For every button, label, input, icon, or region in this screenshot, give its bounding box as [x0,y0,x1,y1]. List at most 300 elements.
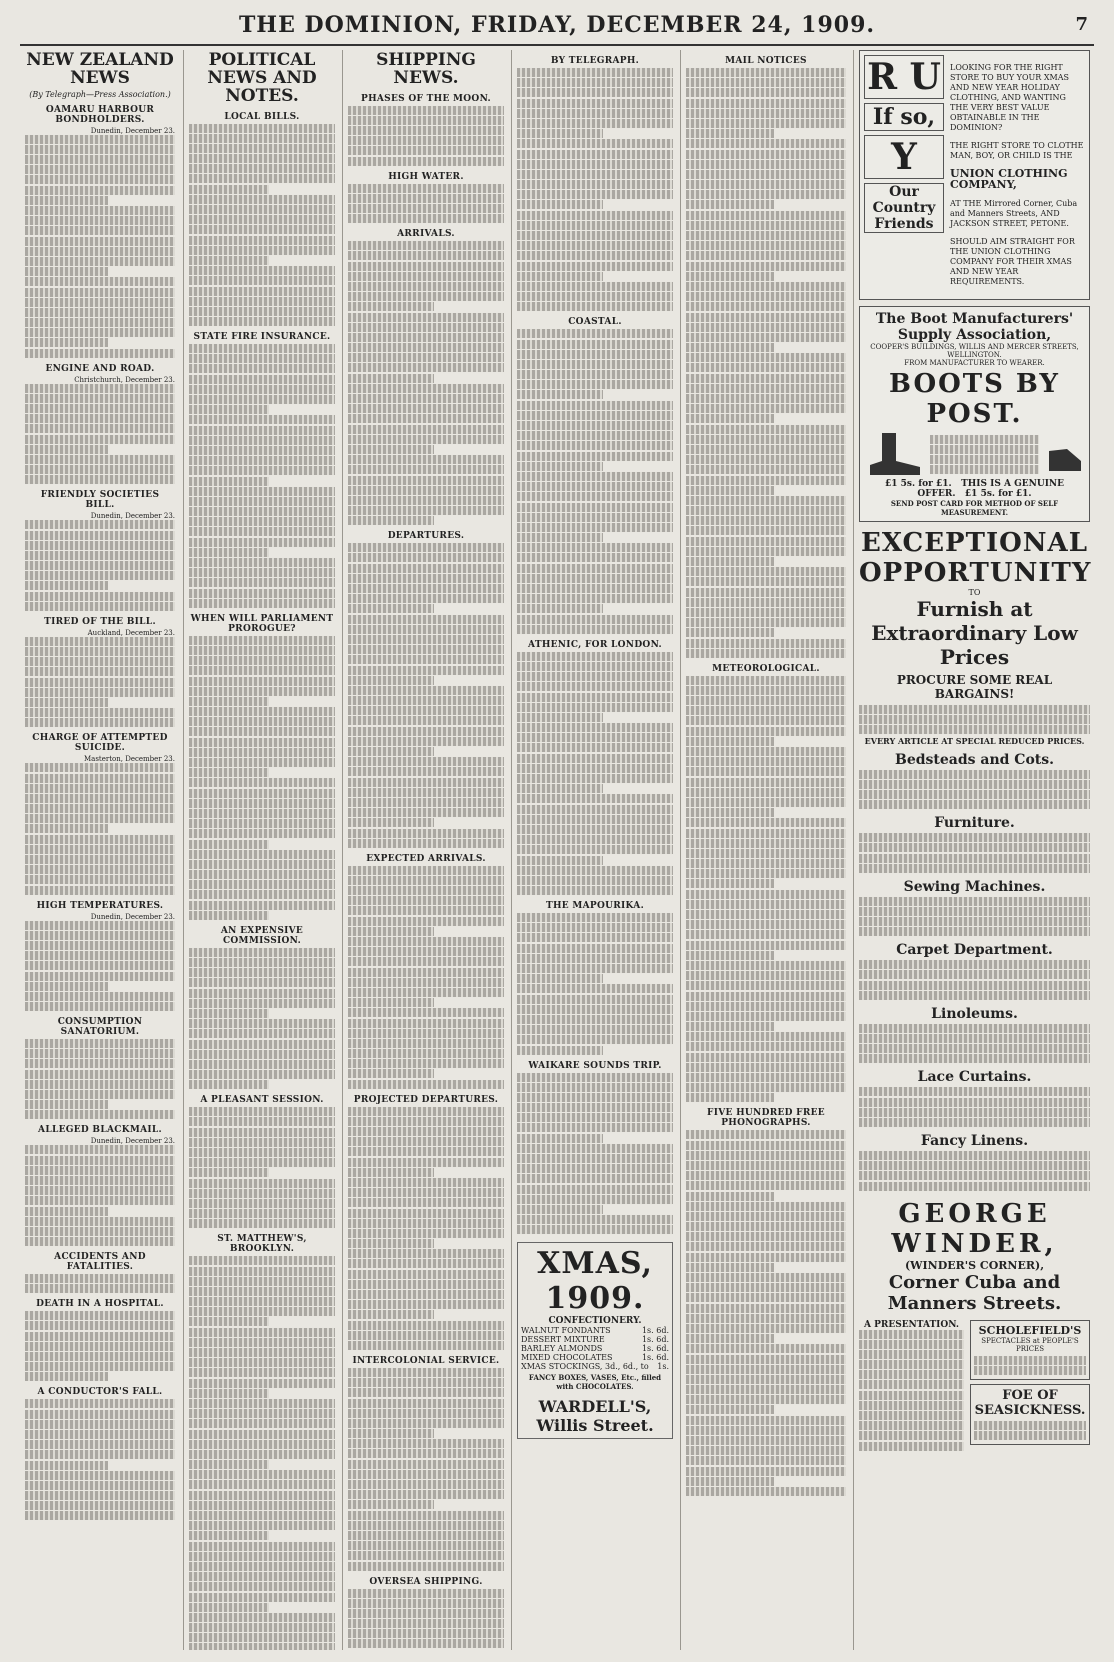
text-line [686,119,846,128]
text-line [517,160,673,169]
text-line [348,516,434,525]
text-line [25,318,175,327]
text-line [348,1259,504,1268]
shoe-icon [1045,431,1085,479]
text-line [25,814,175,823]
text-line [517,78,673,87]
text-line [25,1196,175,1205]
text-line [517,272,603,281]
price-row [521,1344,669,1353]
text-line [348,1331,504,1340]
text-line [25,135,175,144]
text-line [517,625,673,634]
text-line [348,353,504,362]
text-line [348,998,434,1007]
text-line [348,1229,504,1238]
text-line [348,1219,504,1228]
text-line [25,982,108,991]
text-line [686,971,846,980]
text-line [25,855,175,864]
text-line [189,1287,335,1296]
text-line [25,931,175,940]
text-line [25,349,175,358]
text-line [348,747,434,756]
column-nz-news [20,50,180,1650]
text-line [686,588,846,597]
text-line [25,1070,175,1079]
article-headline: ARRIVALS. [397,229,455,240]
text-line [348,1178,504,1187]
text-line [189,768,269,777]
text-line [859,1171,1090,1180]
text-line [686,1042,846,1051]
price-item: DESSERT MIXTURE [521,1335,605,1345]
text-line [189,1179,335,1188]
union-clothing-advert [859,50,1090,300]
text-line [686,1375,846,1384]
text-line [189,415,335,424]
text-line [25,824,108,833]
text-line [348,476,504,485]
text-line [517,693,673,702]
article-headline: DEPARTURES. [387,531,465,542]
text-line [517,370,673,379]
text-line [686,798,846,807]
text-line [348,666,504,675]
text-line [859,1108,1090,1117]
exc-section-heading: Carpet Department. [896,942,1053,959]
text-line [25,1237,175,1246]
boots-from: FROM MANUFACTURER TO WEARER. [904,359,1045,367]
text-line [25,1471,175,1480]
text-line [189,446,335,455]
text-line [686,384,846,393]
store-name: UNION CLOTHING COMPANY, [950,167,1068,191]
text-line [348,676,434,685]
article-headline: ATHENIC, FOR LONDON. [528,639,662,650]
text-line [686,788,846,797]
text-line [686,1242,846,1251]
text-line [859,927,1090,936]
text-line [686,1385,846,1394]
text-line [348,1158,504,1167]
text-line [859,1087,1090,1096]
text-line [189,1117,335,1126]
text-line [859,960,1090,969]
text-line [189,1040,335,1049]
text-line [517,472,673,481]
text-line [348,146,504,155]
text-line [189,860,335,869]
text-line [348,757,504,766]
article-dateline: Masterton, December 23. [83,755,175,764]
text-line [686,343,774,352]
text-line [189,1348,335,1357]
text-line [348,486,504,495]
text-line [517,292,673,301]
text-line [189,799,335,808]
presentation-heading: A PRESENTATION. [863,1319,960,1330]
text-line [686,200,774,209]
text-line [859,1118,1090,1127]
text-line [517,1083,673,1092]
text-line [25,1342,175,1351]
text-line [25,1284,175,1293]
text-line [25,257,175,266]
text-line [348,1209,504,1218]
text-line [189,266,335,275]
article-headline: CHARGE OF ATTEMPTED SUICIDE. [32,733,168,754]
text-line [25,688,175,697]
text-line [686,1365,846,1374]
article-dateline: Auckland, December 23. [87,628,175,637]
text-line [348,282,504,291]
text-line [686,818,846,827]
text-line [517,68,673,77]
text-line [25,1420,175,1429]
text-line [517,492,673,501]
text-line [348,214,504,223]
text-line [686,1093,774,1102]
text-line [517,1093,673,1102]
text-line [859,1034,1090,1043]
article-headline: HIGH WATER. [388,171,464,182]
text-line [686,190,846,199]
column-adverts [853,50,1095,1650]
text-line [686,1002,846,1011]
text-line [517,743,673,752]
text-line [25,1491,175,1500]
text-line [189,1572,335,1581]
text-line [189,276,335,285]
price-row [521,1335,669,1344]
text-line [686,1487,846,1496]
winder-sub: (WINDER'S CORNER), [904,1258,1045,1272]
text-line [517,462,603,471]
article-dateline: Dunedin, December 23. [90,1137,175,1146]
text-line [25,541,175,550]
text-line [348,937,504,946]
text-line [189,185,269,194]
text-line [517,886,673,895]
text-line [517,431,673,440]
text-line [686,78,846,87]
text-line [348,1039,504,1048]
text-line [686,879,774,888]
text-line [859,770,1090,779]
text-line [517,533,603,542]
store-location: AT THE Mirrored Corner, Cuba and Manners Streets, AND JACKSON STREET, PETONE. [950,199,1078,228]
text-line [25,992,175,1001]
article-dateline: Dunedin, December 23. [90,912,175,921]
text-line [348,778,504,787]
text-line [189,375,335,384]
text-line [686,1151,846,1160]
text-line [686,1273,846,1282]
text-line [189,1128,335,1137]
text-line [686,618,846,627]
text-line [348,594,504,603]
text-line [517,774,673,783]
article-headline: A CONDUCTOR'S FALL. [37,1387,163,1398]
text-line [686,1324,846,1333]
text-line [517,543,673,552]
text-line [348,798,504,807]
article-list [189,112,335,1650]
text-line [686,333,846,342]
text-line [686,1063,846,1072]
text-line [25,404,175,413]
text-line [189,901,335,910]
text-line [189,1256,335,1265]
text-line [517,421,673,430]
text-line [348,506,504,515]
winder-advert [859,1199,1090,1314]
text-line [517,231,673,240]
text-line [686,313,846,322]
text-line [517,754,673,763]
text-line [686,180,846,189]
text-line [517,1046,603,1055]
text-line [686,282,846,291]
text-line [686,839,846,848]
text-line [189,246,335,255]
text-line [686,1314,846,1323]
text-line [517,1185,673,1194]
text-line [25,1461,108,1470]
text-line [517,211,673,220]
text-line [348,767,504,776]
text-line [189,1307,335,1316]
text-line [686,1202,846,1211]
text-line [686,1426,846,1435]
text-line [859,843,1090,852]
article-headline: COASTAL. [568,317,622,328]
text-line [189,1317,269,1326]
text-line [348,126,504,135]
text-line [348,157,504,166]
text-line [348,1490,504,1499]
text-line [348,1029,504,1038]
text-line [348,465,504,474]
text-line [517,954,673,963]
text-line [348,886,504,895]
text-line [517,360,673,369]
text-line [348,876,504,885]
text-line [189,385,335,394]
text-line [189,527,335,536]
article-headline: PROJECTED DEPARTURES. [353,1094,499,1105]
masthead-title: THE DOMINION, FRIDAY, DECEMBER 24, 1909. [238,12,876,38]
winder-address: Corner Cuba and Manners Streets. [887,1271,1062,1314]
text-line [189,1209,335,1218]
article-headline: FIVE HUNDRED FREE PHONOGRAPHS. [707,1108,825,1129]
text-line [686,170,846,179]
text-line [25,1511,175,1520]
text-line [686,160,846,169]
exc-section-heading: Bedsteads and Cots. [894,751,1055,768]
text-line [517,190,673,199]
text-line [517,764,673,773]
article-headline: ENGINE AND ROAD. [45,363,155,374]
exc-every-article: EVERY ARTICLE AT SPECIAL REDUCED PRICES. [864,735,1085,746]
text-line [25,308,175,317]
text-line [348,553,504,562]
text-line [686,496,846,505]
price-item: BARLEY ALMONDS [521,1344,603,1354]
article-headline: OAMARU HARBOUR BONDHOLDERS. [45,104,155,125]
text-line [189,287,335,296]
text-line [189,819,335,828]
text-line [25,657,175,666]
text-line [189,405,269,414]
article-headline: FRIENDLY SOCIETIES BILL. [40,490,160,511]
text-line [517,411,673,420]
text-line [859,854,1090,863]
text-line [686,869,846,878]
boots-price-left: £1 5s. for £1. [885,479,952,489]
text-line [348,292,504,301]
text-line [517,784,603,793]
text-line [686,323,846,332]
text-line [517,482,673,491]
text-line [348,1500,434,1509]
text-line [189,1460,269,1469]
text-line [686,1293,846,1302]
price-item: WALNUT FONDANTS [521,1326,611,1336]
text-line [348,645,504,654]
text-line [189,225,335,234]
text-line [517,615,673,624]
text-line [189,1080,269,1089]
text-line [189,1633,335,1642]
text-line [348,737,504,746]
boots-price-line [864,479,1085,499]
text-line [25,835,175,844]
text-line [25,1227,175,1236]
text-line [686,262,846,271]
text-line [189,1562,335,1571]
text-line [517,964,673,973]
text-line [25,1481,175,1490]
text-line [686,1192,774,1201]
text-line [189,1643,335,1650]
text-line [517,876,673,885]
text-line [25,1002,175,1011]
text-line [189,1219,335,1228]
text-line [25,424,175,433]
text-line [348,1019,504,1028]
text-line [517,241,673,250]
text-line [348,106,504,115]
text-line [25,1352,175,1361]
scholefield-advert [970,1320,1090,1380]
article-headline: ST. MATTHEW'S, BROOKLYN. [217,1234,307,1255]
text-line [25,175,175,184]
text-line [189,1552,335,1561]
article-dateline: Dunedin, December 23. [90,126,175,135]
article-headline: HIGH TEMPERATURES. [36,900,164,911]
text-line [686,1012,846,1021]
text-line [25,155,175,164]
text-line [25,708,175,717]
text-line [686,1212,846,1221]
xmas-store: WARDELL'S, Willis Street. [536,1397,654,1436]
text-line [517,713,603,722]
text-line [517,1035,673,1044]
text-line [189,1019,335,1028]
text-line [686,516,846,525]
text-line [189,1009,269,1018]
text-line [686,1053,846,1062]
text-line [686,221,846,230]
text-line [517,329,673,338]
text-line [25,186,175,195]
text-line [25,921,175,930]
exc-bargains: PROCURE SOME REAL BARGAINS! [896,673,1053,701]
text-line [686,639,846,648]
section-title: NEW ZEALAND NEWS [26,50,174,88]
text-line [348,1562,504,1571]
exc-section-heading: Linoleums. [931,1005,1018,1022]
text-line [25,1080,175,1089]
section-title: POLITICAL NEWS AND NOTES. [207,50,317,106]
text-line [686,1141,846,1150]
text-line [189,1158,335,1167]
text-line [517,805,673,814]
text-line [686,920,846,929]
article-headline: EXPECTED ARRIVALS. [366,853,486,864]
text-line [189,174,335,183]
text-line [517,180,673,189]
text-line [686,302,846,311]
text-line [348,947,504,956]
text-line [686,608,846,617]
text-line [348,716,504,725]
text-line [686,1083,846,1092]
text-line [25,435,175,444]
text-line [517,302,673,311]
letters-if-so: If so, [864,103,944,131]
text-line [189,958,335,967]
text-line [517,564,673,573]
text-line [517,703,673,712]
text-line [25,784,175,793]
text-line [517,1215,673,1224]
text-line [348,1551,504,1560]
text-line [686,1304,846,1313]
text-line [189,717,335,726]
text-line [517,523,673,532]
text-line [189,558,335,567]
text-line [686,537,846,546]
text-line [517,733,673,742]
text-line [25,1440,175,1449]
text-line [189,809,335,818]
price-value: 1s. 6d. [641,1326,669,1336]
text-line [25,1100,108,1109]
text-line [686,1253,846,1262]
text-line [25,865,175,874]
text-line [189,436,335,445]
text-line [189,144,335,153]
text-line [348,1409,504,1418]
text-line [348,564,504,573]
text-line [517,452,673,461]
price-list [521,1326,669,1371]
text-line [348,1249,504,1258]
text-line [189,789,335,798]
